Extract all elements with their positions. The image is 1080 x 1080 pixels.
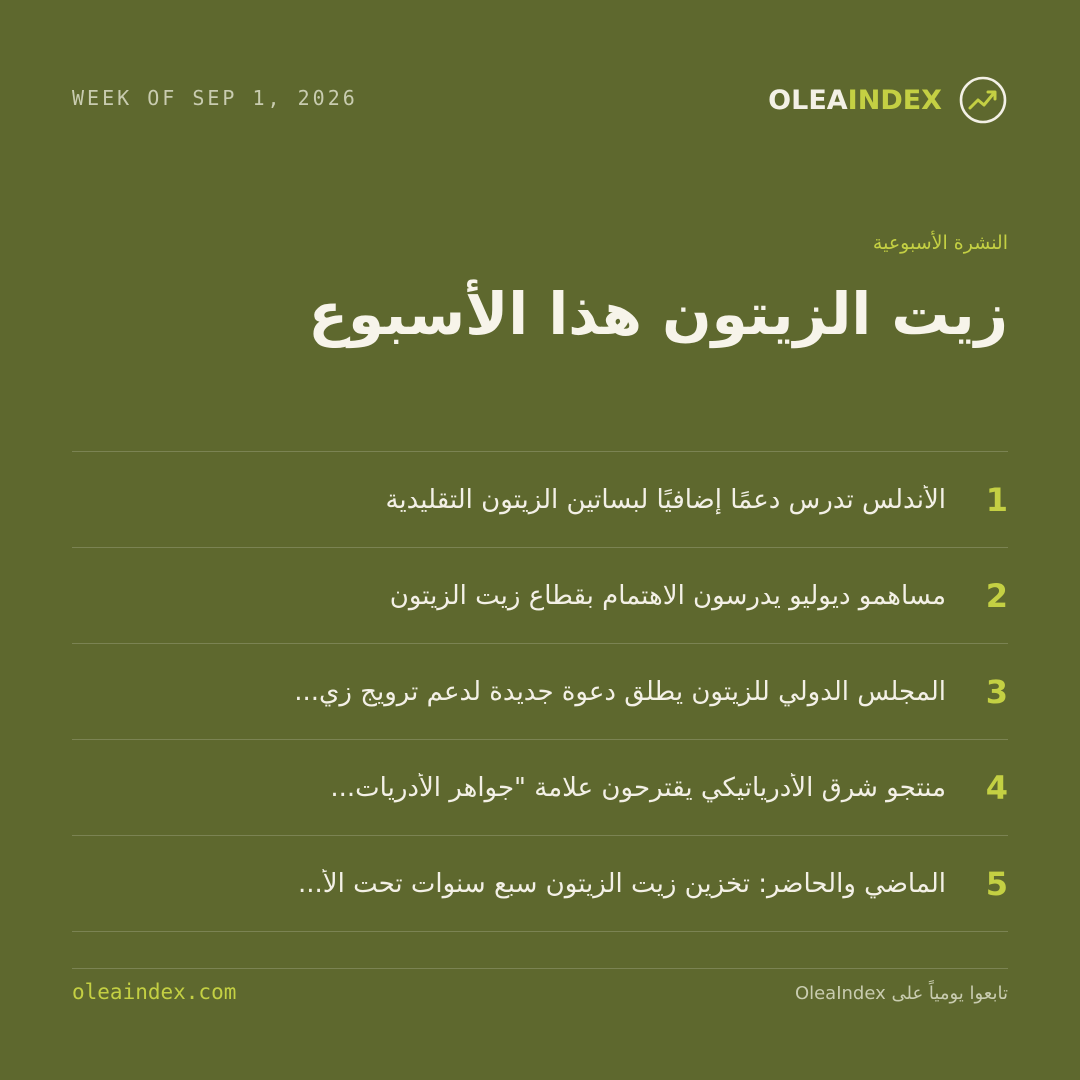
trend-up-circle-icon	[958, 75, 1008, 125]
item-number: 1	[985, 480, 1008, 519]
brand-wordmark-part-2: INDEX	[847, 84, 942, 116]
headline-text: مساهمو ديوليو يدرسون الاهتمام بقطاع زيت الزيتون	[389, 580, 946, 611]
list-item[interactable]	[72, 548, 1008, 644]
item-number: 5	[985, 864, 1008, 903]
list-item[interactable]	[72, 836, 1008, 932]
brand-wordmark-part-1: OLEA	[768, 84, 848, 116]
headline-list	[72, 451, 1008, 932]
item-number: 2	[985, 576, 1008, 615]
list-item[interactable]	[72, 740, 1008, 836]
week-label: WEEK OF SEP 1, 2026	[72, 86, 358, 110]
section-kicker: النشرة الأسبوعية	[872, 232, 1008, 254]
brand-wordmark	[768, 85, 942, 116]
website-link[interactable]: oleaindex.com	[72, 980, 237, 1004]
item-number: 4	[985, 768, 1008, 807]
page-title: زيت الزيتون هذا الأسبوع	[308, 280, 1008, 348]
headline-text: الماضي والحاضر: تخزين زيت الزيتون سبع سنوات تحت الأ...	[298, 868, 946, 899]
list-item[interactable]	[72, 452, 1008, 548]
headline-text: منتجو شرق الأدرياتيكي يقترحون علامة "جواهر الأدريات...	[330, 772, 946, 803]
headline-text: الأندلس تدرس دعمًا إضافيًا لبساتين الزيتون التقليدية	[385, 484, 946, 515]
footer-divider	[72, 968, 1008, 969]
list-item[interactable]	[72, 644, 1008, 740]
follow-text: تابعوا يومياً على OleaIndex	[794, 983, 1008, 1004]
headline-text: المجلس الدولي للزيتون يطلق دعوة جديدة لدعم ترويج زي...	[294, 676, 946, 707]
brand-logo	[768, 74, 1008, 126]
item-number: 3	[985, 672, 1008, 711]
